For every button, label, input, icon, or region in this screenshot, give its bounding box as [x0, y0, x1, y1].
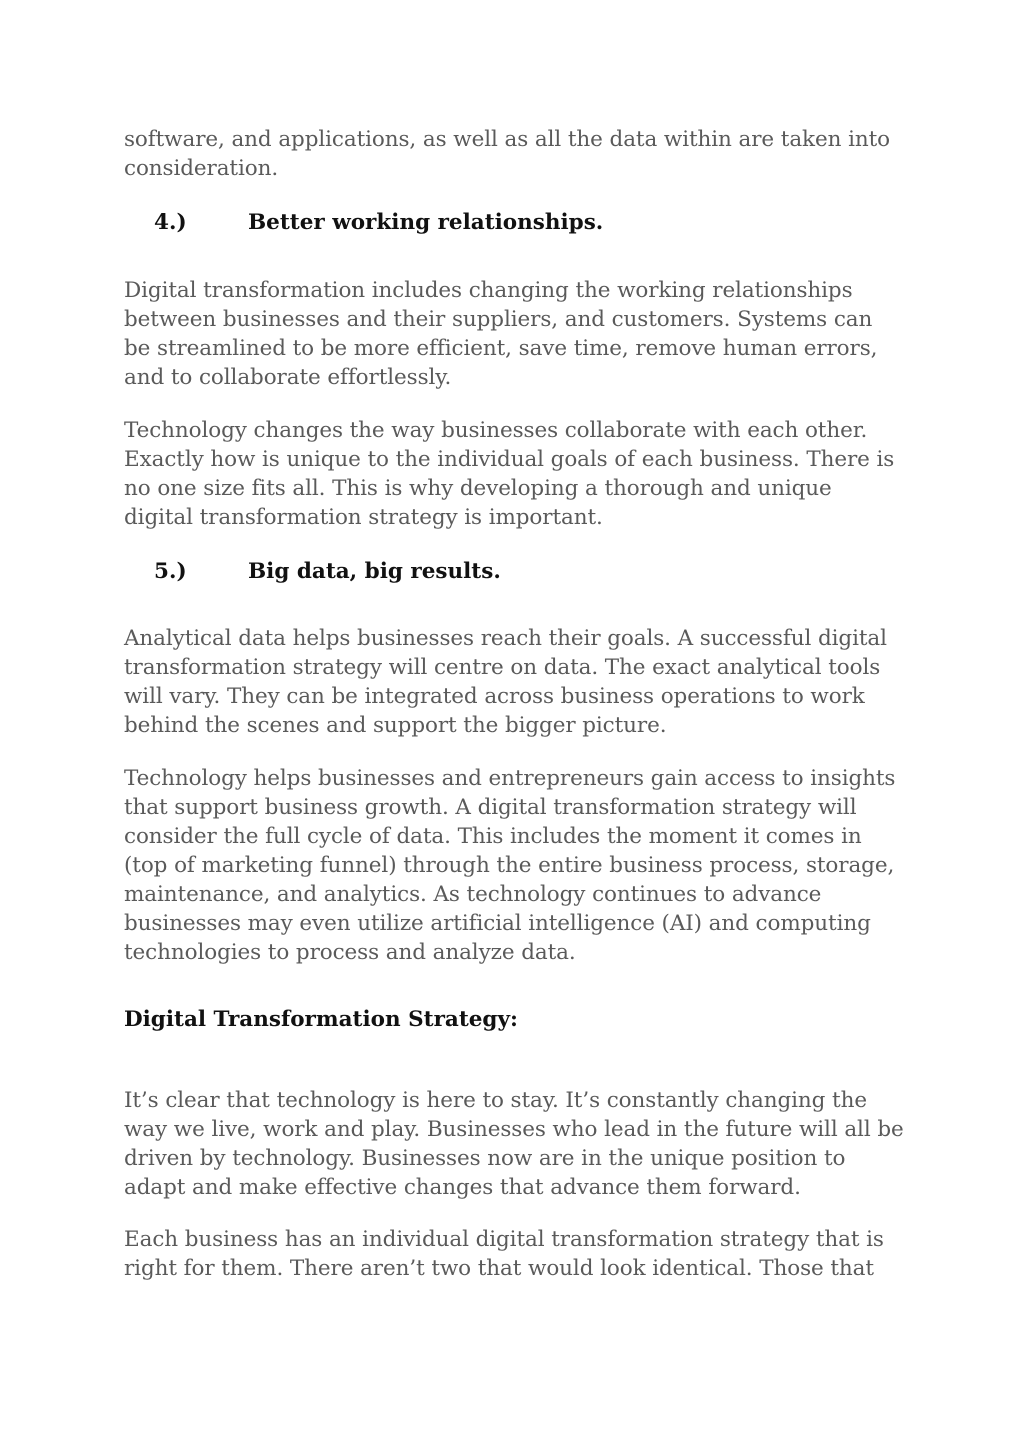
item-5-paragraph-1: Analytical data helps businesses reach their goals. A successful digital transformation strategy will centre on data. The exact analytical tools will vary. They can be integrated across business operations to work behind the scenes and support the bigger picture.: [124, 626, 887, 738]
item-5-number: 5.): [154, 559, 187, 584]
item-4-paragraph-1: Digital transformation includes changing the working relationships between businesses and their suppliers, and customers. Systems can be streamlined to be more efficient, save time, remove human errors, and to collaborate effortlessly.: [124, 278, 878, 390]
strategy-paragraph-1: It’s clear that technology is here to stay. It’s constantly changing the way we live, work and play. Businesses who lead in the future will all be driven by technology. Businesses now are in the unique position to adapt and make effective changes that advance them forward.: [124, 1088, 904, 1200]
intro-paragraph-tail: software, and applications, as well as all the data within are taken into consideration.: [124, 127, 890, 181]
strategy-paragraph-2: Each business has an individual digital transformation strategy that is right for them. There aren’t two that would look identical. Those that: [124, 1227, 884, 1281]
item-5-heading: [154, 557, 501, 586]
item-5-title: Big data, big results.: [248, 559, 501, 584]
item-4-number: 4.): [154, 210, 187, 235]
strategy-section-heading: Digital Transformation Strategy:: [124, 1007, 518, 1032]
item-5-paragraph-2: Technology helps businesses and entrepreneurs gain access to insights that support business growth. A digital transformation strategy will consider the full cycle of data. This includes the moment it comes in (top of marketing funnel) through the entire business process, storage, maintenance, and analytics. As technology continues to advance businesses may even utilize artificial intelligence (AI) and computing technologies to process and analyze data.: [124, 766, 896, 965]
item-4-heading: [154, 208, 603, 237]
item-4-paragraph-2: Technology changes the way businesses collaborate with each other. Exactly how is unique to the individual goals of each business. There is no one size fits all. This is why developing a thorough and unique digital transformation strategy is important.: [124, 418, 895, 530]
item-4-title: Better working relationships.: [248, 210, 604, 235]
